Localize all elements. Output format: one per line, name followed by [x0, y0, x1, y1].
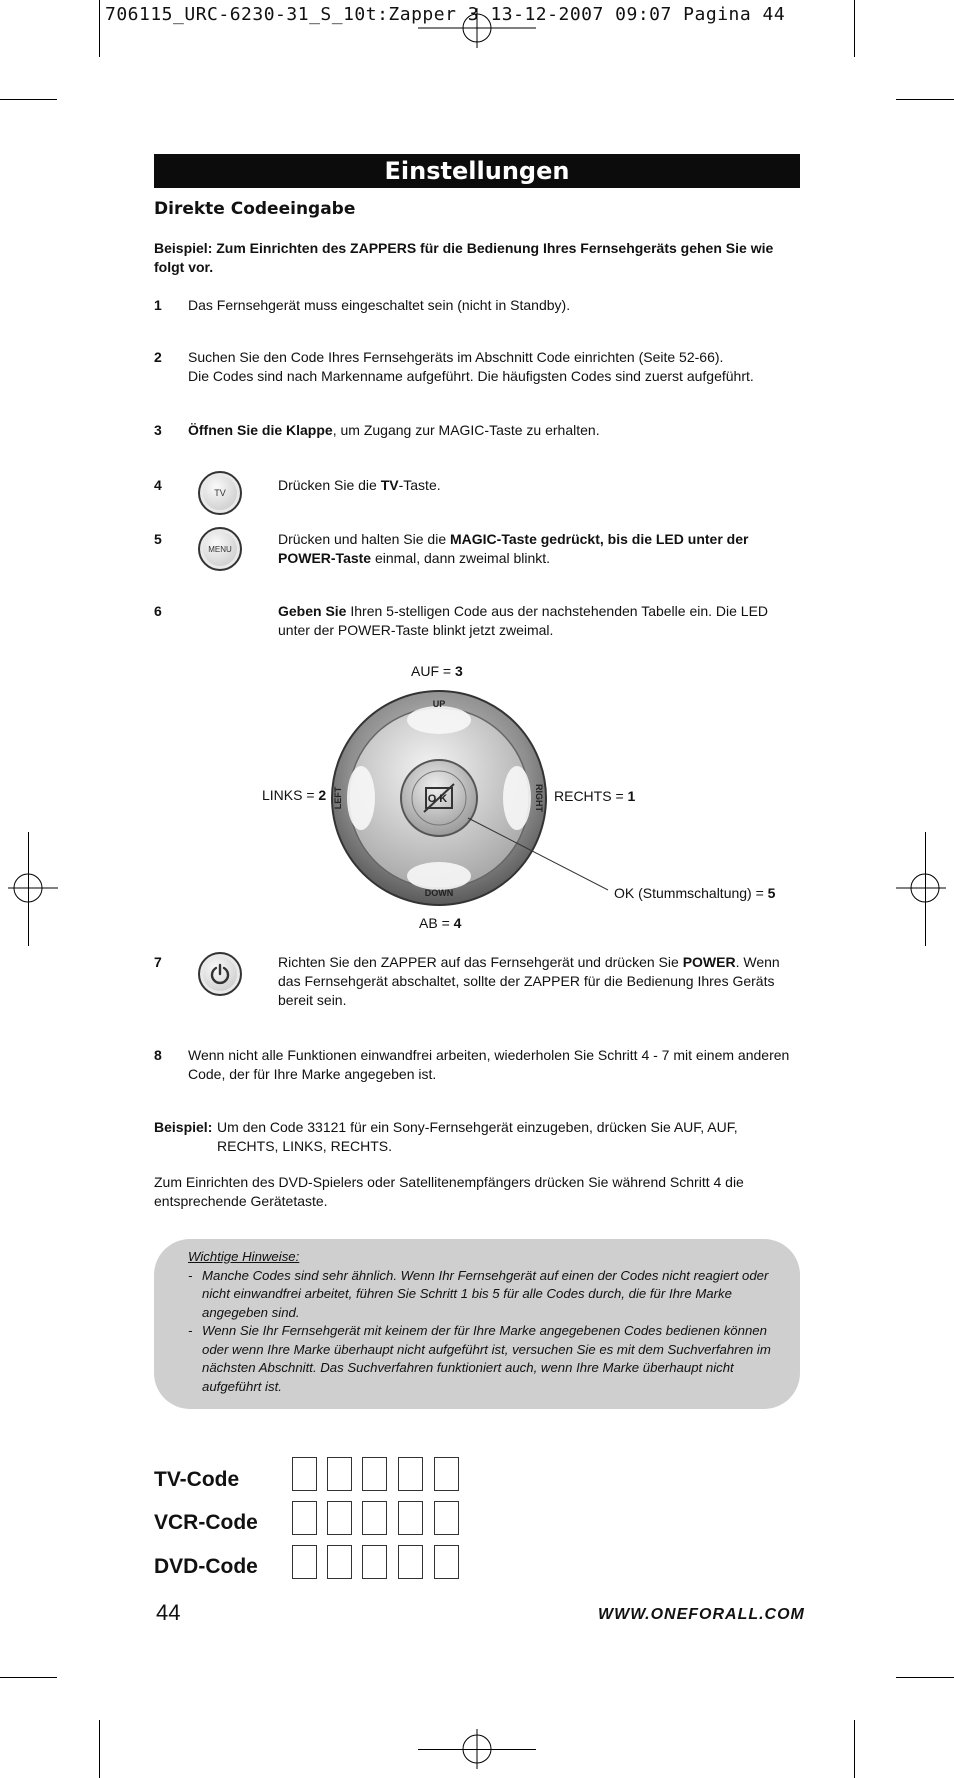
dpad-up-label: AUF = 3 [411, 663, 463, 679]
code-box[interactable] [327, 1457, 352, 1491]
dpad-down-label: AB = 4 [419, 915, 462, 931]
code-box[interactable] [362, 1501, 387, 1535]
code-box[interactable] [398, 1545, 423, 1579]
code-box[interactable] [398, 1457, 423, 1491]
page-title: Einstellungen [154, 154, 800, 188]
code-box[interactable] [398, 1501, 423, 1535]
step-8-number: 8 [154, 1047, 162, 1063]
example-text: Um den Code 33121 für ein Sony-Fernsehgerät einzugeben, drücken Sie AUF, AUF, RECHTS, LINKS, RECHTS. [217, 1119, 738, 1154]
step-6-number: 6 [154, 603, 162, 619]
step-1-number: 1 [154, 297, 162, 313]
dvd-note: Zum Einrichten des DVD-Spielers oder Satellitenempfängers drücken Sie während Schritt 4 die entsprechende Gerätetaste. [154, 1174, 744, 1209]
code-box[interactable] [434, 1501, 459, 1535]
step-1-text: Das Fernsehgerät muss eingeschaltet sein (nicht in Standby). [188, 297, 571, 313]
step-4-text: Drücken Sie die TV-Taste. [278, 477, 441, 493]
step-5-number: 5 [154, 531, 162, 547]
code-box[interactable] [292, 1501, 317, 1535]
tv-button-icon: TV [198, 471, 242, 515]
dpad-left-button: LEFT [333, 786, 343, 810]
dvd-code-label: DVD-Code [154, 1555, 258, 1578]
step-2-text: Suchen Sie den Code Ihres Fernsehgeräts im Abschnitt Code einrichten (Seite 52-66). Die Codes sind nach Markenname aufgeführt. Die häufigsten Codes sind zuerst aufgeführt. [188, 349, 754, 384]
dpad-left-label: LINKS = 2 [262, 787, 327, 803]
notes-content [188, 1248, 774, 1396]
step-2-number: 2 [154, 349, 162, 365]
example-label: Beispiel: [154, 1119, 213, 1135]
dpad-diagram [320, 690, 620, 920]
code-box[interactable] [327, 1501, 352, 1535]
step-3-number: 3 [154, 422, 162, 438]
intro-text: Beispiel: Zum Einrichten des ZAPPERS für die Bedienung Ihres Fernsehgeräts gehen Sie wie folgt vor. [154, 240, 774, 275]
page-number: 44 [156, 1600, 181, 1625]
notes-item: - Wenn Sie Ihr Fernsehgerät mit keinem der für Ihre Marke angegebenen Codes bedienen können oder wenn Ihre Marke überhaupt nicht aufgeführt ist, versuchen Sie es mit dem Suchverfahren im nächsten Abschnitt. Das Suchverfahren funktioniert auch, wenn Ihre Marke überhaupt nicht aufgeführt ist. [188, 1323, 771, 1394]
dpad-down-button: DOWN [424, 888, 454, 898]
step-6-text: Geben Sie Ihren 5-stelligen Code aus der nachstehenden Tabelle ein. Die LED unter der POWER-Taste blinkt jetzt zweimal. [278, 603, 769, 638]
dpad-up-button: UP [432, 699, 446, 709]
menu-button-icon: MENU [198, 527, 242, 571]
ok-button-label: OK [427, 793, 451, 805]
section-subtitle: Direkte Codeeingabe [154, 199, 356, 219]
code-box[interactable] [362, 1457, 387, 1491]
notes-item: - Manche Codes sind sehr ähnlich. Wenn Ihr Fernsehgerät auf einen der Codes nicht reagiert oder nicht einwandfrei arbeitet, führen Sie Schritt 1 bis 5 für alle Codes durch, die für Ihre Marke angegeben sind. [188, 1267, 769, 1320]
step-8-text: Wenn nicht alle Funktionen einwandfrei arbeiten, wiederholen Sie Schritt 4 - 7 mit einem anderen Code, der für Ihre Marke angegeben ist. [188, 1047, 790, 1082]
code-box[interactable] [292, 1457, 317, 1491]
tv-code-label: TV-Code [154, 1468, 240, 1491]
dpad-right-label: RECHTS = 1 [554, 788, 636, 804]
power-icon [209, 963, 231, 985]
dpad-right-button: RIGHT [534, 784, 544, 812]
code-box[interactable] [327, 1545, 352, 1579]
step-5-text: Drücken und halten Sie die MAGIC-Taste gedrückt, bis die LED unter der POWER-Taste einmal, dann zweimal blinkt. [278, 531, 749, 566]
code-box[interactable] [434, 1457, 459, 1491]
power-button-icon [198, 952, 242, 996]
notes-title: Wichtige Hinweise: [188, 1249, 300, 1264]
vcr-code-label: VCR-Code [154, 1511, 258, 1534]
print-header: 706115_URC-6230-31_S_10t:Zapper 3 13-12-2007 09:07 Pagina 44 [105, 4, 786, 25]
step-7-number: 7 [154, 954, 162, 970]
dpad-ok-label: OK (Stummschaltung) = 5 [614, 885, 776, 901]
step-4-number: 4 [154, 477, 162, 493]
code-box[interactable] [434, 1545, 459, 1579]
code-box[interactable] [292, 1545, 317, 1579]
step-3-text: Öffnen Sie die Klappe, um Zugang zur MAGIC-Taste zu erhalten. [188, 422, 600, 438]
step-7-text: Richten Sie den ZAPPER auf das Fernsehgerät und drücken Sie POWER. Wenn das Fernsehgerät abschaltet, sollte der ZAPPER für die Bedienung Ihres Geräts bereit sein. [278, 954, 780, 1008]
website-link[interactable]: WWW.ONEFORALL.COM [598, 1606, 805, 1623]
code-box[interactable] [362, 1545, 387, 1579]
